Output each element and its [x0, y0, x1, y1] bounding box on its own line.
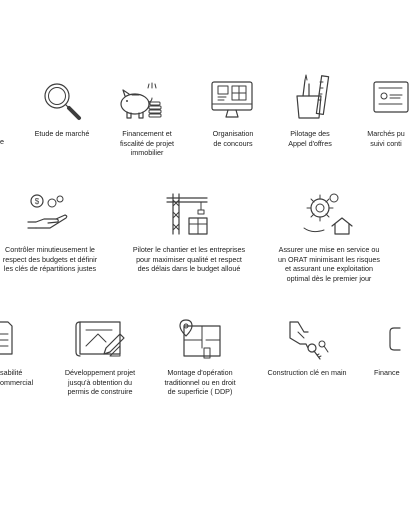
checklist-document-icon: [0, 318, 14, 358]
service-label-faisabilite-partial: sabilité ommercial: [0, 368, 34, 387]
service-label-pilotage-appel-offres: Pilotage des Appel d'offres: [288, 129, 332, 148]
service-label-developpement-projet: Développement projet jusqu'à obtention du permis de construire: [64, 368, 136, 397]
service-label-controler-budgets: Contrôler minutieusement le respect des budgets et définir les clés de répartitions justes: [2, 245, 98, 274]
piggy-bank-icon: [115, 80, 165, 122]
service-label-piloter-chantier: Piloter le chantier et les entreprises pour maximiser qualité et respect des délais dans le budget alloué: [132, 245, 246, 274]
svg-text:$: $: [34, 197, 40, 206]
monitor-icon: [210, 80, 256, 122]
service-label-partial-left: e: [0, 137, 4, 146]
service-label-construction-cle-en-main: Construction clé en main: [267, 368, 347, 377]
service-label-finance-partial: Finance: [374, 368, 400, 377]
service-label-marches-publics: Marchés pu suivi conti: [367, 129, 405, 148]
pencil-cup-icon: [293, 72, 333, 122]
hand-coins-icon: [26, 192, 72, 234]
service-label-montage-operation: Montage d'opération traditionnel ou en droit de superficie ( DDP): [164, 368, 236, 397]
gear-house-icon: [302, 192, 354, 236]
hand-keys-icon: [286, 318, 330, 362]
service-label-organisation-concours: Organisation de concours: [212, 129, 254, 148]
service-label-financement: Financement et fiscalité de projet immobilier: [120, 129, 174, 158]
contract-document-icon: [370, 80, 410, 120]
service-label-assurer-mise-service: Assurer une mise en service ou un ORAT minimisant les risques et assurant une exploitation optimal dès le premier jour: [278, 245, 380, 283]
magnifying-glass-icon: [40, 80, 84, 124]
finance-icon: [388, 324, 400, 354]
service-label-etude-de-marche: Etude de marché: [34, 129, 90, 138]
construction-crane-icon: [165, 192, 213, 236]
blueprint-icon: [76, 318, 126, 360]
floor-plan-pin-icon: [176, 318, 224, 362]
